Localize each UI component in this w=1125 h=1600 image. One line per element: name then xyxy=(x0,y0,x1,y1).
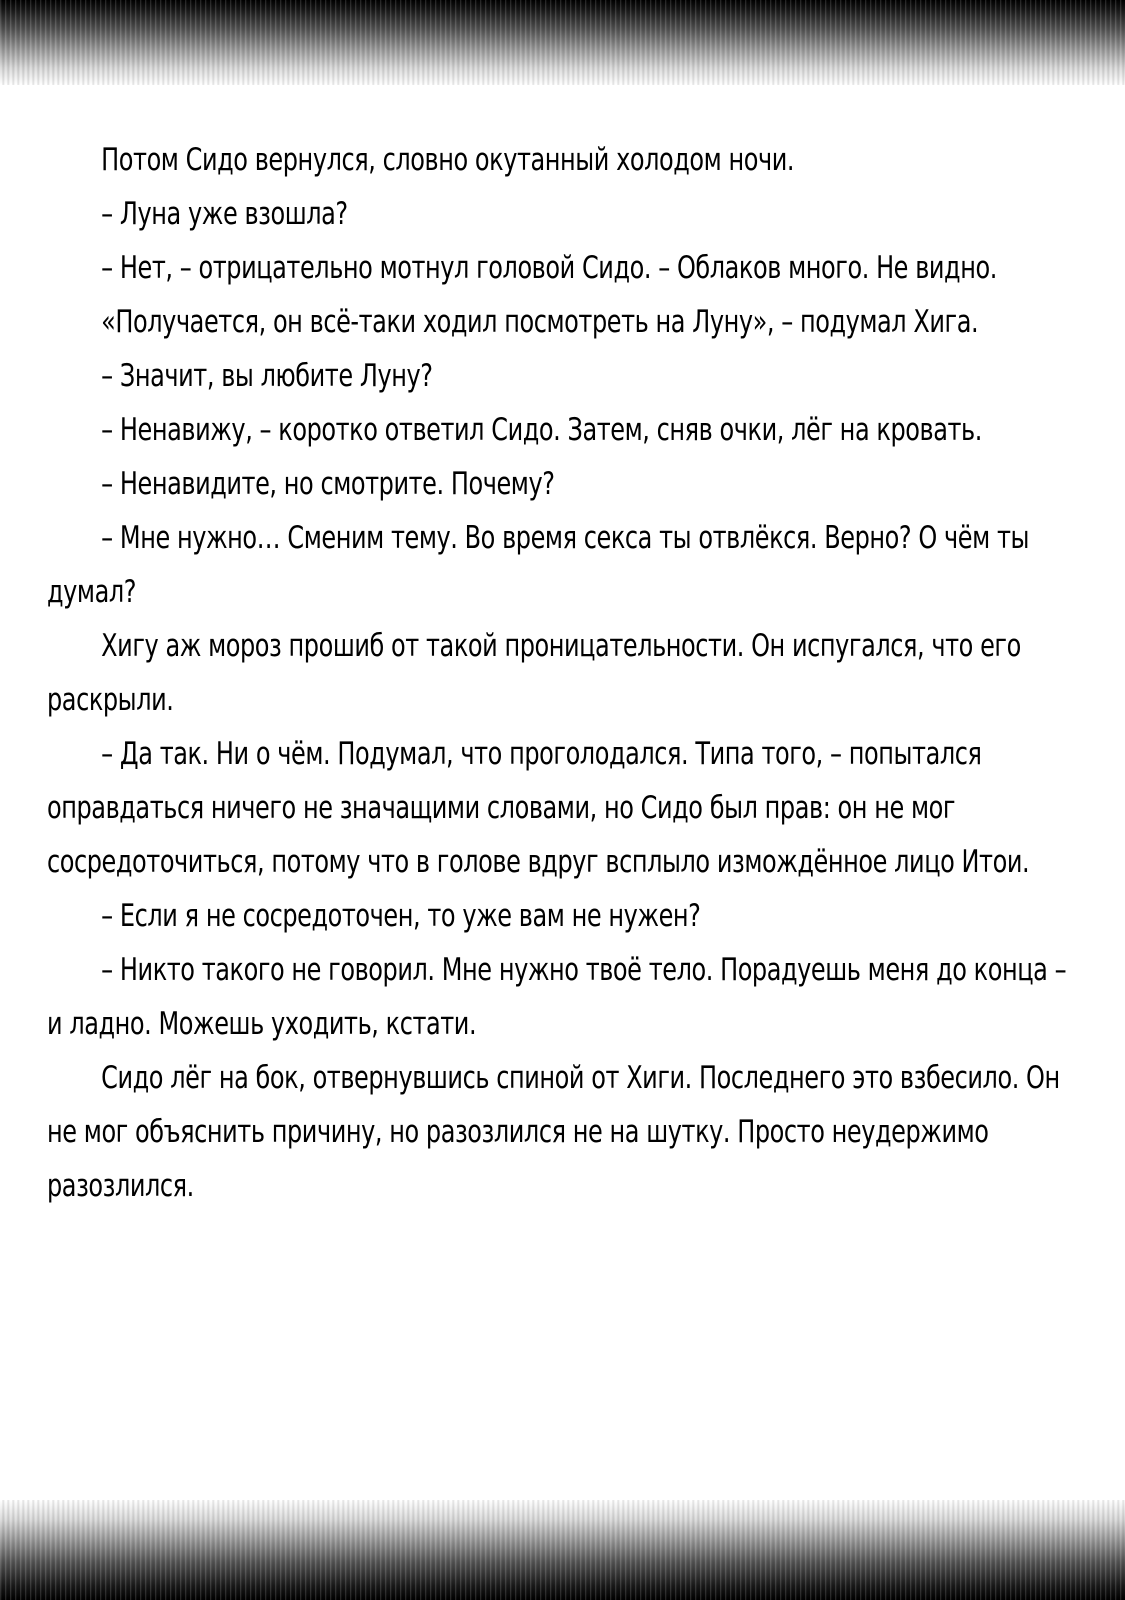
paragraph: Потом Сидо вернулся, словно окутанный холодом ночи. xyxy=(101,142,795,178)
paragraph: – Мне нужно… Сменим тему. Во время секса ты отвлёкся. Верно? О чём ты думал? xyxy=(47,520,1030,610)
paragraph: – Да так. Ни о чём. Подумал, что проголодался. Типа того, – попытался оправдаться ничего не значащими словами, но Сидо был прав: он не мог сосредоточиться, потому что в голове вдруг всплыло измождённое лицо Итои. xyxy=(47,736,1030,880)
paragraph: – Если я не сосредоточен, то уже вам не нужен? xyxy=(101,898,701,934)
paragraph: – Ненавижу, – коротко ответил Сидо. Затем, сняв очки, лёг на кровать. xyxy=(101,412,982,448)
paragraph: Сидо лёг на бок, отвернувшись спиной от Хиги. Последнего это взбесило. Он не мог объяснить причину, но разозлился не на шутку. Просто неудержимо разозлился. xyxy=(47,1060,1060,1204)
paragraph: – Значит, вы любите Луну? xyxy=(101,358,433,394)
paragraph: Хигу аж мороз прошиб от такой проницательности. Он испугался, что его раскрыли. xyxy=(47,628,1021,718)
paragraph: – Никто такого не говорил. Мне нужно твоё тело. Порадуешь меня до конца – и ладно. Можешь уходить, кстати. xyxy=(47,952,1067,1042)
top-halftone-border xyxy=(0,0,1125,85)
paragraph: – Ненавидите, но смотрите. Почему? xyxy=(101,466,555,502)
paragraph: «Получается, он всё-таки ходил посмотреть на Луну», – подумал Хига. xyxy=(101,304,979,340)
page-text xyxy=(47,133,1087,1213)
bottom-halftone-border xyxy=(0,1500,1125,1600)
paragraph: – Луна уже взошла? xyxy=(101,196,348,232)
paragraph: – Нет, – отрицательно мотнул головой Сидо. – Облаков много. Не видно. xyxy=(101,250,997,286)
